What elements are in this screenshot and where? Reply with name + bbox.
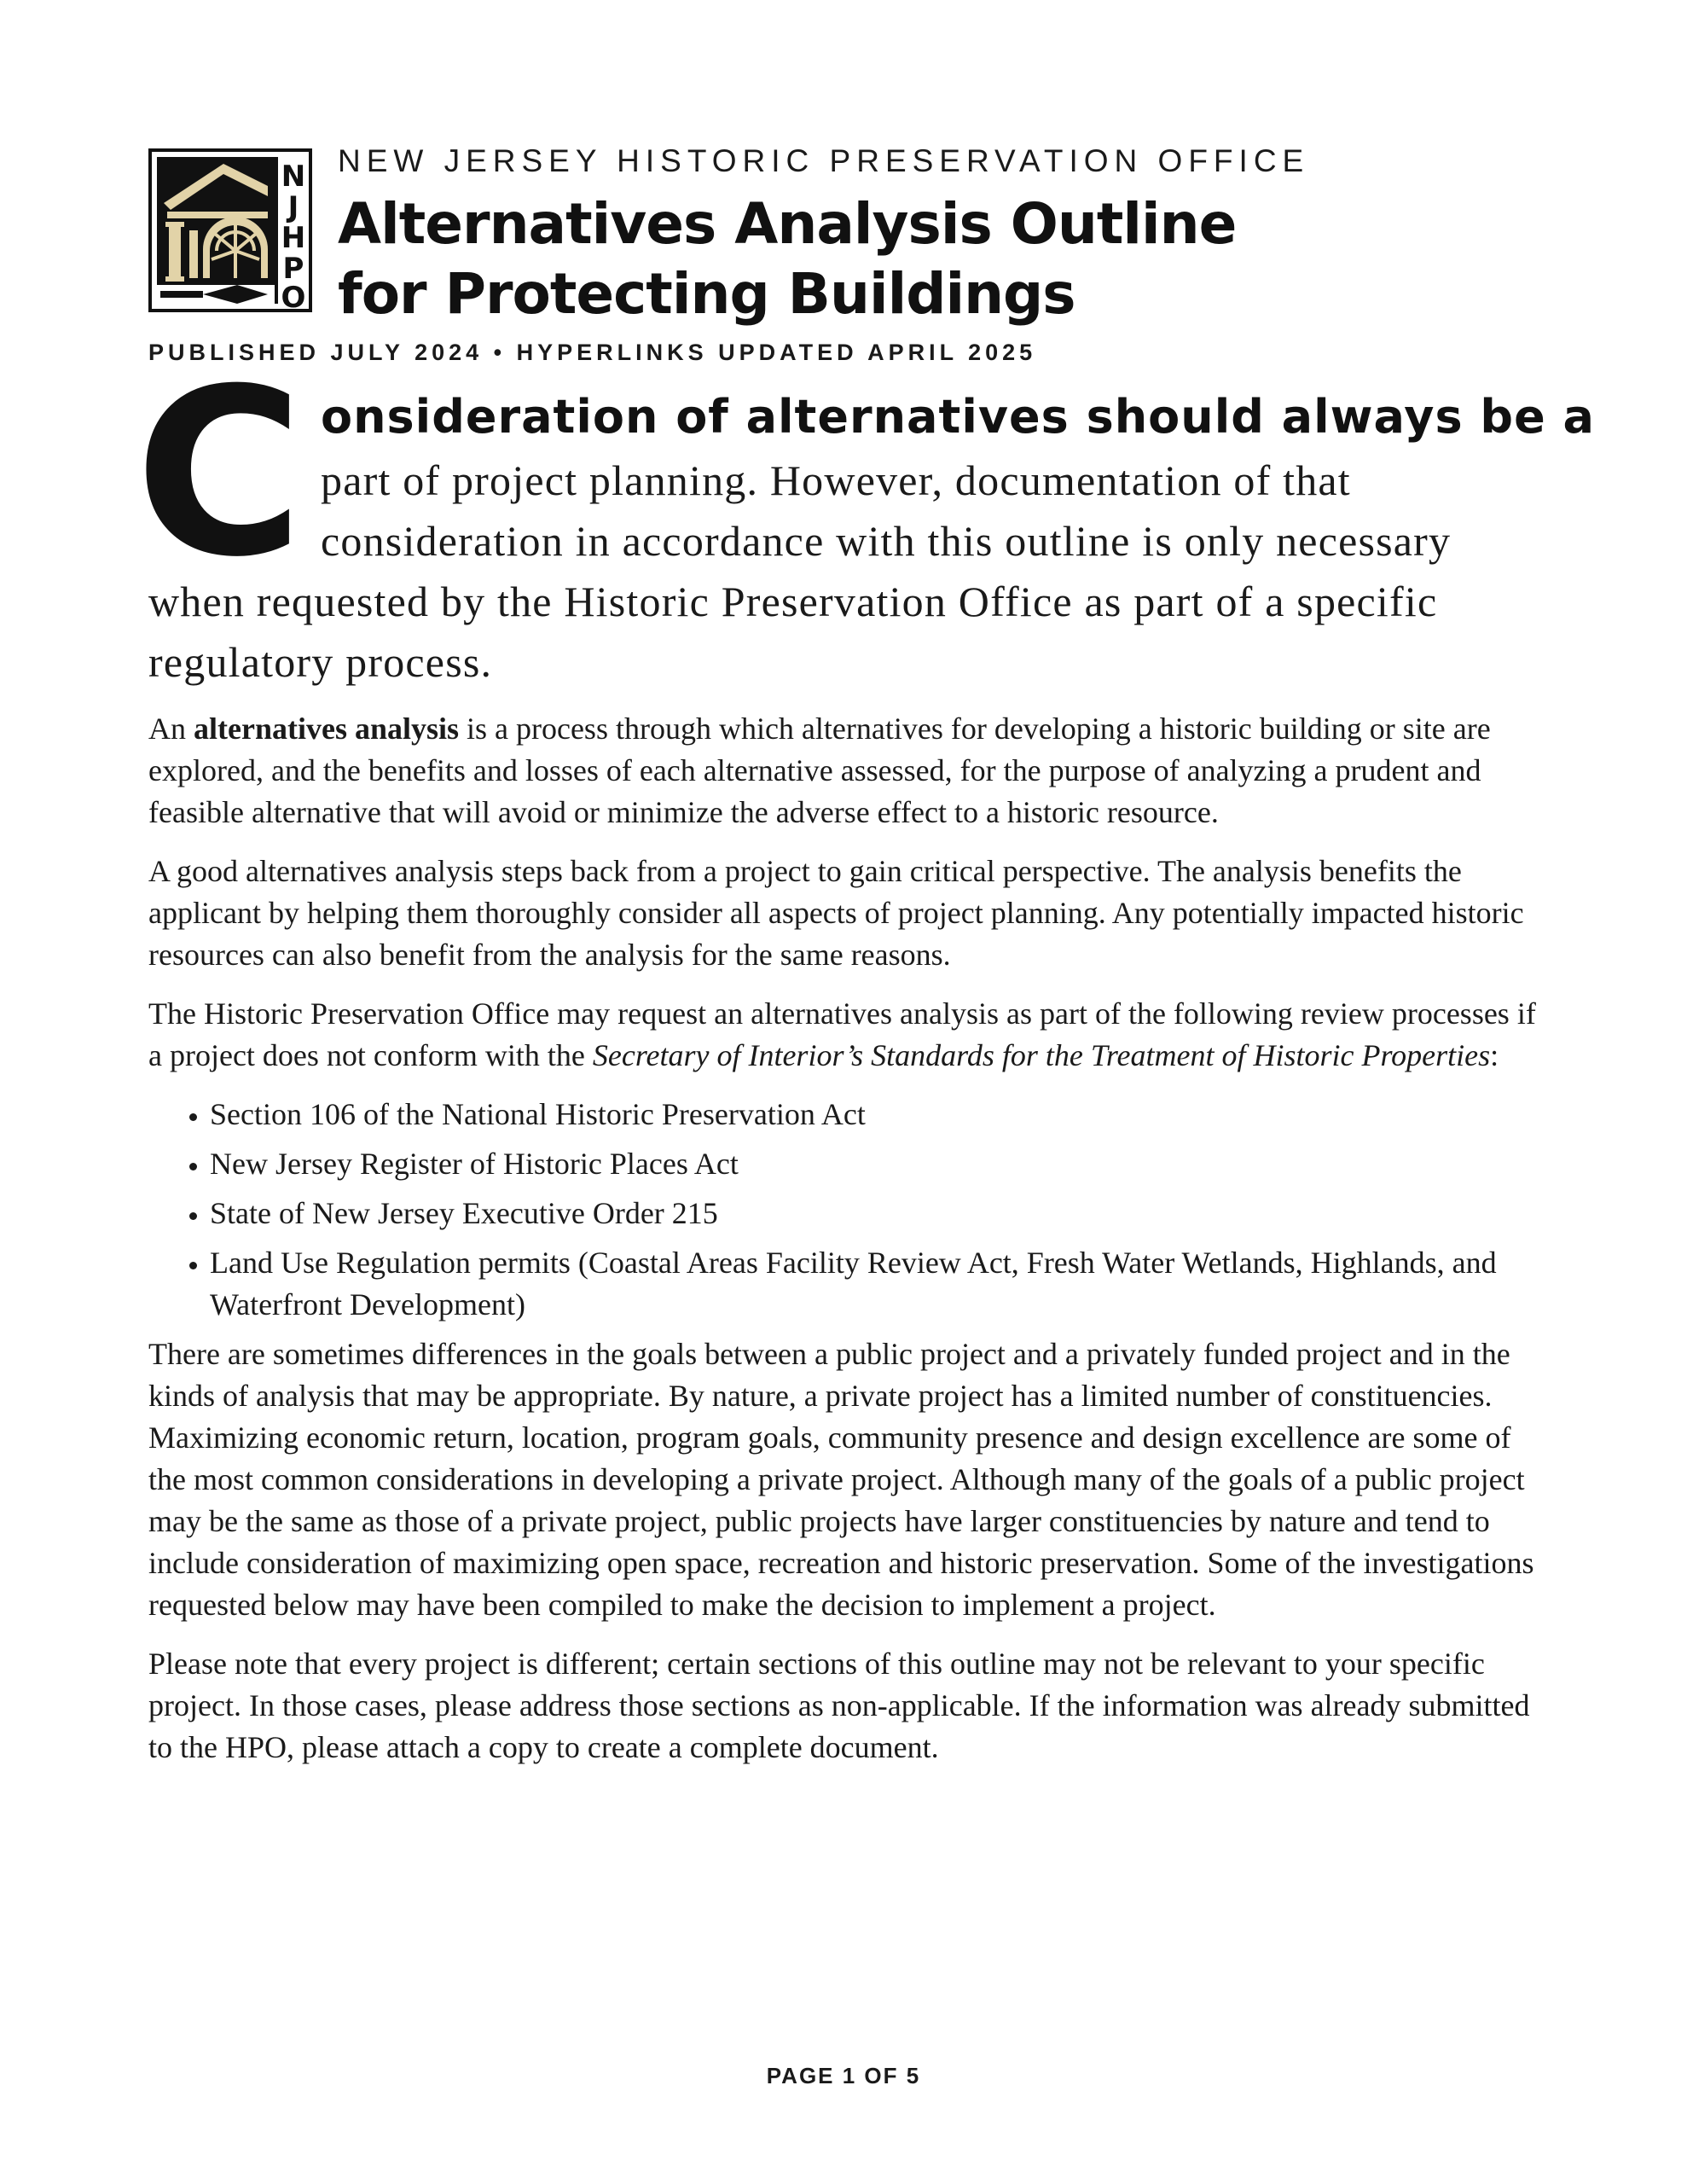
- list-item: • State of New Jersey Executive Order 215: [210, 1193, 1547, 1234]
- lead-indented-lines: [321, 450, 1540, 572]
- list-item: • Land Use Regulation permits (Coastal Areas Facility Review Act, Fresh Water Wetlands, Highlands, and Waterfront Development): [210, 1242, 1547, 1326]
- lead-line: when requested by the Historic Preservation Office as part of a specific: [148, 578, 1438, 625]
- page-title: [338, 189, 1236, 329]
- paragraph-public-private: There are sometimes differences in the goals between a public project and a privately funded project and in the kinds of analysis that may be appropriate. By nature, a private project has a limited number of constituencies. Maximizing economic return, location, program goals, community presence and design excellence are some of the most common considerations in developing a private project. Although many of the goals of a public project may be the same as those of a private project, public projects have larger constituencies by nature and tend to include consideration of maximizing open space, recreation and historic preservation. Some of the investigations requested below may have been compiled to make the decision to implement a project.: [148, 1337, 1534, 1622]
- logo-letter: P: [282, 252, 304, 286]
- page-number: PAGE 1 OF 5: [766, 2063, 921, 2088]
- paragraph-note: Please note that every project is different; certain sections of this outline may not be relevant to your specific project. In those cases, please address those sections as non-applicable. If the information was already submitted to the HPO, please attach a copy to create a complete document.: [148, 1647, 1530, 1764]
- lead-full-lines: [148, 572, 1540, 693]
- lead-line: regulatory process.: [148, 638, 493, 686]
- building-icon: [148, 148, 312, 312]
- lead-line: part of project planning. However, documentation of that: [321, 456, 1351, 504]
- list-item: • New Jersey Register of Historic Places Act: [210, 1143, 1547, 1185]
- standards-title: Secretary of Interior’s Standards for the Treatment of Historic Properties: [592, 1038, 1491, 1072]
- lead-first-line: onsideration of alternatives should always be a: [321, 390, 1595, 444]
- defined-term: alternatives analysis: [194, 712, 459, 746]
- paragraph-definition: An alternatives analysis is a process through which alternatives for developing a historic building or site are explored, and the benefits and losses of each alternative assessed, for the purpose of analyzing a prudent and feasible alternative that will avoid or minimize the adverse effect to a historic resource.: [148, 712, 1491, 829]
- title-line-2: for Protecting Buildings: [338, 261, 1075, 327]
- body-text: [148, 708, 1547, 1786]
- logo-letter: H: [281, 221, 306, 255]
- list-item: • Section 106 of the National Historic Preservation Act: [210, 1094, 1547, 1136]
- publication-date: PUBLISHED JULY 2024 • HYPERLINKS UPDATED APRIL 2025: [148, 340, 1037, 365]
- review-process-list: [148, 1094, 1547, 1326]
- njhpo-logo: [148, 148, 312, 312]
- title-line-1: Alternatives Analysis Outline: [338, 191, 1237, 257]
- office-name: NEW JERSEY HISTORIC PRESERVATION OFFICE: [338, 143, 1310, 178]
- paragraph-review-processes: The Historic Preservation Office may request an alternatives analysis as part of the following review processes if a project does not conform with the Secretary of Interior’s Standards for the Treatment of Historic Properties:: [148, 996, 1536, 1072]
- lead-line: consideration in accordance with this outline is only necessary: [321, 517, 1452, 565]
- logo-letter: O: [281, 281, 306, 312]
- drop-cap: C: [135, 339, 304, 607]
- logo-letter: N: [281, 160, 306, 194]
- paragraph-benefits: A good alternatives analysis steps back from a project to gain critical perspective. The analysis benefits the applicant by helping them thoroughly consider all aspects of project planning. Any potentially impacted historic resources can also benefit from the analysis for the same reasons.: [148, 854, 1524, 972]
- logo-letter: J: [287, 190, 299, 224]
